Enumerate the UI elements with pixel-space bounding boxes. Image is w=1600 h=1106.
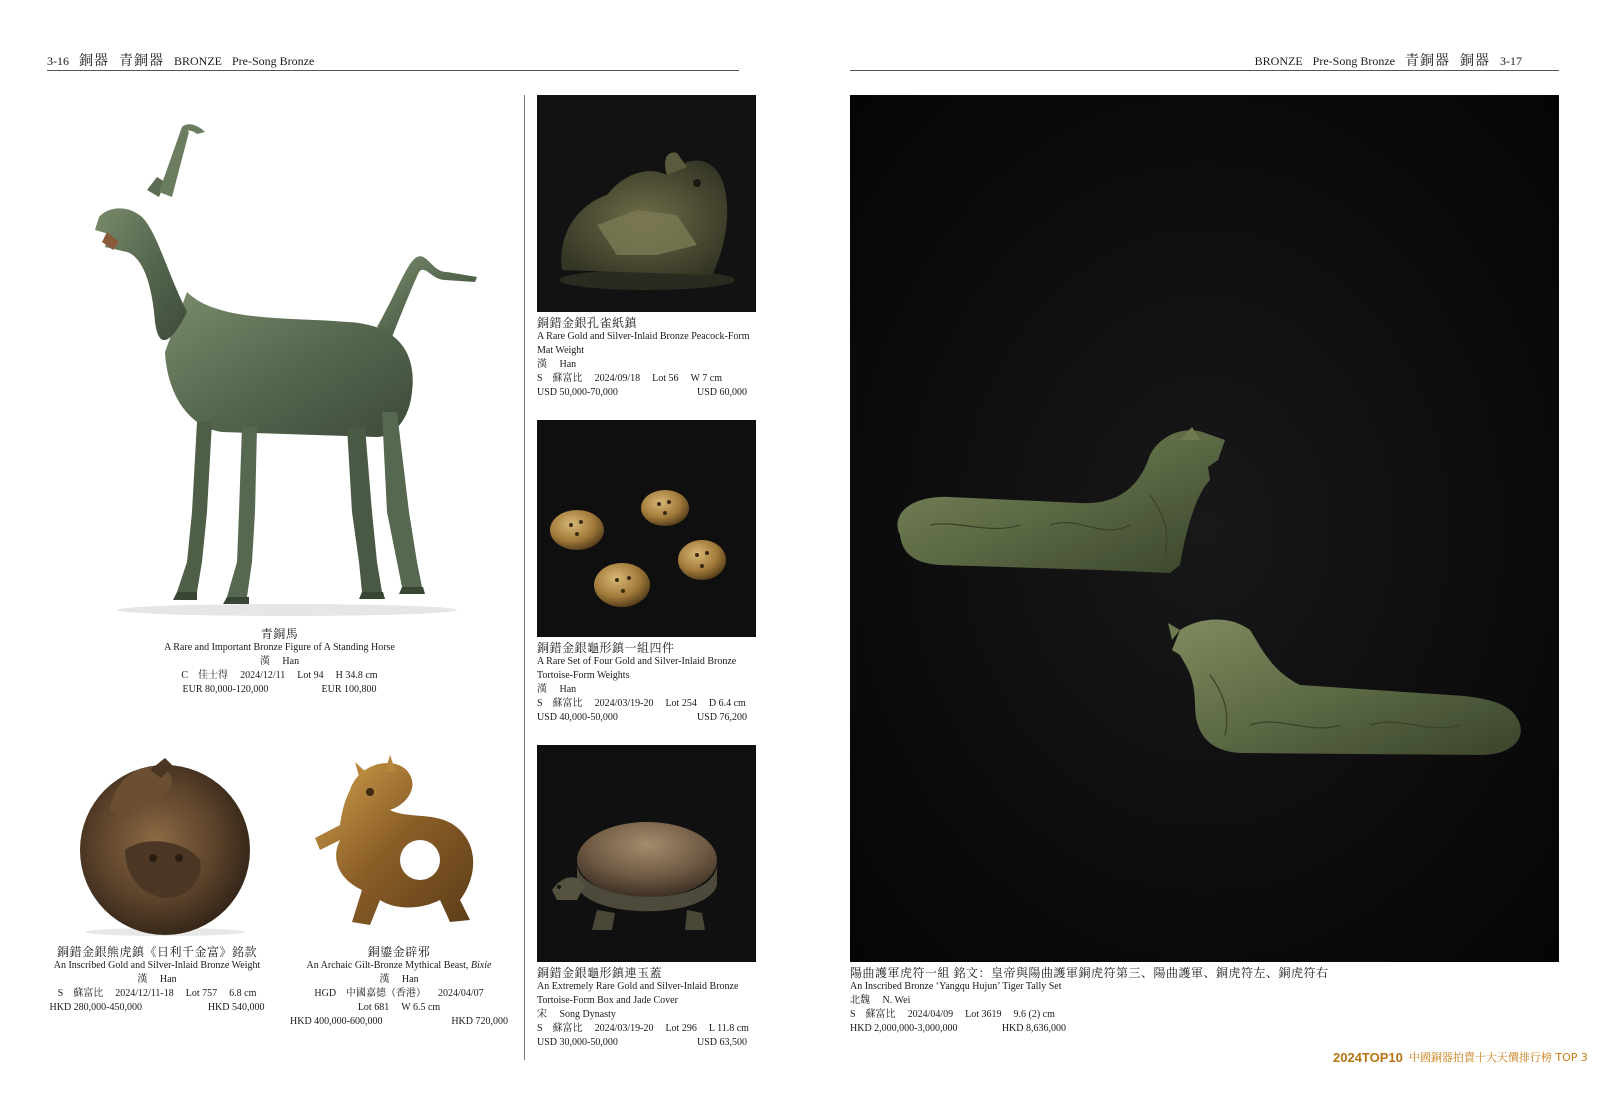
header-en-2-right: Pre-Song Bronze: [1312, 54, 1395, 68]
bear-caption: [47, 945, 267, 1015]
header-zh-1-right: 青銅器: [1405, 54, 1450, 69]
horse-estimate: EUR 80,000-120,000: [182, 684, 269, 695]
horse-title-zh: 青銅馬: [260, 627, 299, 641]
bixie-period: 漢 Han: [379, 974, 419, 985]
tortoises-date: 2024/03/19-20: [594, 698, 654, 709]
right-page-header: [1255, 50, 1522, 70]
bixie-estimate: HKD 400,000-600,000: [290, 1016, 383, 1027]
header-en-1: BRONZE: [174, 54, 222, 68]
tiger-sale-row: [850, 1008, 1559, 1022]
tiger-estimate: HKD 2,000,000-3,000,000: [850, 1023, 958, 1034]
tortoises-title-en-1: A Rare Set of Four Gold and Silver-Inlaid Bronze: [537, 656, 737, 667]
horse-photo: [47, 92, 512, 617]
peacock-weight-image: [537, 95, 756, 312]
horse-sale-row: [47, 669, 512, 683]
horse-dimension: H 34.8 cm: [335, 670, 378, 681]
horse-caption: [47, 627, 512, 697]
tiger-price: HKD 8,636,000: [1001, 1023, 1066, 1034]
box-caption: [537, 966, 756, 1050]
tortoises-sale-row: [537, 697, 756, 711]
tiger-dimension: 9.6 (2) cm: [1013, 1009, 1055, 1020]
column-divider: [524, 95, 525, 1060]
bear-estimate-row: [50, 1001, 265, 1015]
bear-sale-row: [47, 987, 267, 1001]
bixie-sale-row: [290, 987, 508, 1001]
bear-title-zh: 銅錯金銀熊虎鎮《日利千金富》銘款: [56, 945, 257, 959]
box-price: USD 63,500: [696, 1037, 747, 1048]
peacock-estimate: USD 50,000-70,000: [537, 387, 618, 398]
gilt-bixie-image: [300, 750, 500, 940]
tortoises-auction-house: S 蘇富比: [537, 698, 583, 709]
bixie-photo: [300, 750, 500, 940]
peacock-lot: Lot 56: [652, 373, 679, 384]
box-estimate: USD 30,000-50,000: [537, 1037, 618, 1048]
bixie-lot: Lot 681: [357, 1002, 390, 1013]
tiger-lot: Lot 3619: [965, 1009, 1002, 1020]
box-estimate-row: [537, 1036, 747, 1050]
bixie-title-en-italic: Bixie: [470, 960, 492, 971]
box-title-zh: 銅錯金銀龜形鎮連玉蓋: [537, 966, 663, 980]
peacock-title-zh: 銅錯金銀孔雀紙鎮: [537, 316, 638, 330]
page-number-right: 3-17: [1500, 54, 1522, 68]
peacock-sale-row: [537, 372, 756, 386]
tiger-tally-photo: [850, 95, 1559, 962]
tortoises-lot: Lot 254: [665, 698, 697, 709]
peacock-period: 漢 Han: [537, 359, 577, 370]
footer-ranking-text: 中國銅器拍賣十大天價排行榜 TOP 3: [1408, 1051, 1588, 1064]
bixie-price: HKD 720,000: [451, 1016, 508, 1027]
tortoises-title-en-2: Tortoise-Form Weights: [537, 670, 630, 681]
bixie-title-en: An Archaic Gilt-Bronze Mythical Beast,: [306, 960, 469, 971]
page-number-left: 3-16: [47, 54, 69, 68]
bear-date: 2024/12/11-18: [115, 988, 174, 999]
bear-price: HKD 540,000: [207, 1002, 265, 1013]
peacock-estimate-row: [537, 386, 747, 400]
box-period: 宋 Song Dynasty: [537, 1009, 616, 1020]
header-en-2: Pre-Song Bronze: [232, 54, 315, 68]
tiger-estimate-row: [850, 1022, 1066, 1036]
bronze-horse-image: [47, 92, 512, 617]
box-title-en-2: Tortoise-Form Box and Jade Cover: [537, 995, 678, 1006]
box-dimension: L 11.8 cm: [708, 1023, 749, 1034]
horse-period: 漢 Han: [259, 656, 300, 667]
horse-lot: Lot 94: [297, 670, 324, 681]
box-lot: Lot 296: [665, 1023, 697, 1034]
box-date: 2024/03/19-20: [594, 1023, 654, 1034]
tiger-auction-house: S 蘇富比: [850, 1009, 896, 1020]
tortoises-title-zh: 銅錯金銀龜形鎮一組四件: [537, 641, 675, 655]
footer-branding: [1333, 1049, 1588, 1065]
tortoises-dimension: D 6.4 cm: [708, 698, 746, 709]
bear-lot: Lot 757: [185, 988, 218, 999]
bear-dimension: 6.8 cm: [229, 988, 257, 999]
peacock-title-en-2: Mat Weight: [537, 345, 585, 356]
bear-period: 漢 Han: [137, 974, 177, 985]
peacock-date: 2024/09/18: [594, 373, 641, 384]
peacock-auction-house: S 蘇富比: [537, 373, 583, 384]
bear-weight-photo: [55, 740, 270, 938]
header-zh-2: 青銅器: [119, 54, 164, 69]
header-zh-2-right: 銅器: [1460, 54, 1490, 69]
header-en-1-right: BRONZE: [1254, 54, 1303, 68]
tortoises-price: USD 76,200: [696, 712, 747, 723]
horse-date: 2024/12/11: [240, 670, 286, 681]
header-zh-1: 銅器: [79, 54, 109, 69]
bixie-auction-house: HGD 中國嘉德（香港）: [314, 988, 427, 999]
tortoises-caption: [537, 641, 756, 725]
tortoise-box-photo: [537, 745, 756, 962]
tortoises-estimate-row: [537, 711, 747, 725]
header-rule-right: [850, 70, 1559, 71]
peacock-price: USD 60,000: [696, 387, 747, 398]
left-page-header: [47, 50, 324, 70]
peacock-photo: [537, 95, 756, 312]
tortoises-photo: [537, 420, 756, 637]
tiger-title-zh: 陽曲護軍虎符一組 銘文：皇帝與陽曲護軍銅虎符第三、陽曲護軍、銅虎符左、銅虎符右: [850, 966, 1329, 980]
bixie-sale-row-2: [290, 1001, 508, 1015]
top10-logo: 2024TOP10: [1333, 1049, 1403, 1065]
tortoises-estimate: USD 40,000-50,000: [537, 712, 618, 723]
peacock-caption: [537, 316, 756, 400]
horse-title-en: A Rare and Important Bronze Figure of A Standing Horse: [164, 642, 395, 653]
box-sale-row: [537, 1022, 756, 1036]
box-title-en-1: An Extremely Rare Gold and Silver-Inlaid Bronze: [537, 981, 739, 992]
header-rule-left: [47, 70, 739, 71]
bixie-title-en-row: [290, 959, 508, 973]
bixie-date: 2024/04/07: [438, 988, 484, 999]
bixie-estimate-row: [290, 1015, 508, 1029]
box-auction-house: S 蘇富比: [537, 1023, 583, 1034]
peacock-title-en-1: A Rare Gold and Silver-Inlaid Bronze Peacock-Form: [537, 331, 750, 342]
bear-estimate: HKD 280,000-450,000: [49, 1002, 142, 1013]
tortoises-period: 漢 Han: [537, 684, 577, 695]
tiger-period: 北魏 N. Wei: [850, 995, 911, 1006]
tiger-date: 2024/04/09: [907, 1009, 954, 1020]
bixie-dimension: W 6.5 cm: [401, 1002, 441, 1013]
bixie-caption: [290, 945, 508, 1029]
tiger-tally-image: [850, 95, 1559, 962]
horse-price: EUR 100,800: [321, 684, 377, 695]
bear-title-en: An Inscribed Gold and Silver-Inlaid Bronze Weight: [53, 960, 261, 971]
four-tortoises-image: [537, 420, 756, 637]
horse-estimate-row: [183, 683, 377, 697]
horse-auction-house: C 佳士得: [181, 670, 229, 681]
tortoise-box-jade-image: [537, 745, 756, 962]
bixie-title-zh: 銅鎏金辟邪: [367, 945, 431, 959]
peacock-dimension: W 7 cm: [690, 373, 722, 384]
tiger-caption: [850, 966, 1559, 1036]
bear-auction-house: S 蘇富比: [57, 988, 104, 999]
tiger-title-en: An Inscribed Bronze ‘Yangqu Hujun’ Tiger Tally Set: [850, 981, 1062, 992]
bear-tiger-weight-image: [55, 740, 270, 938]
